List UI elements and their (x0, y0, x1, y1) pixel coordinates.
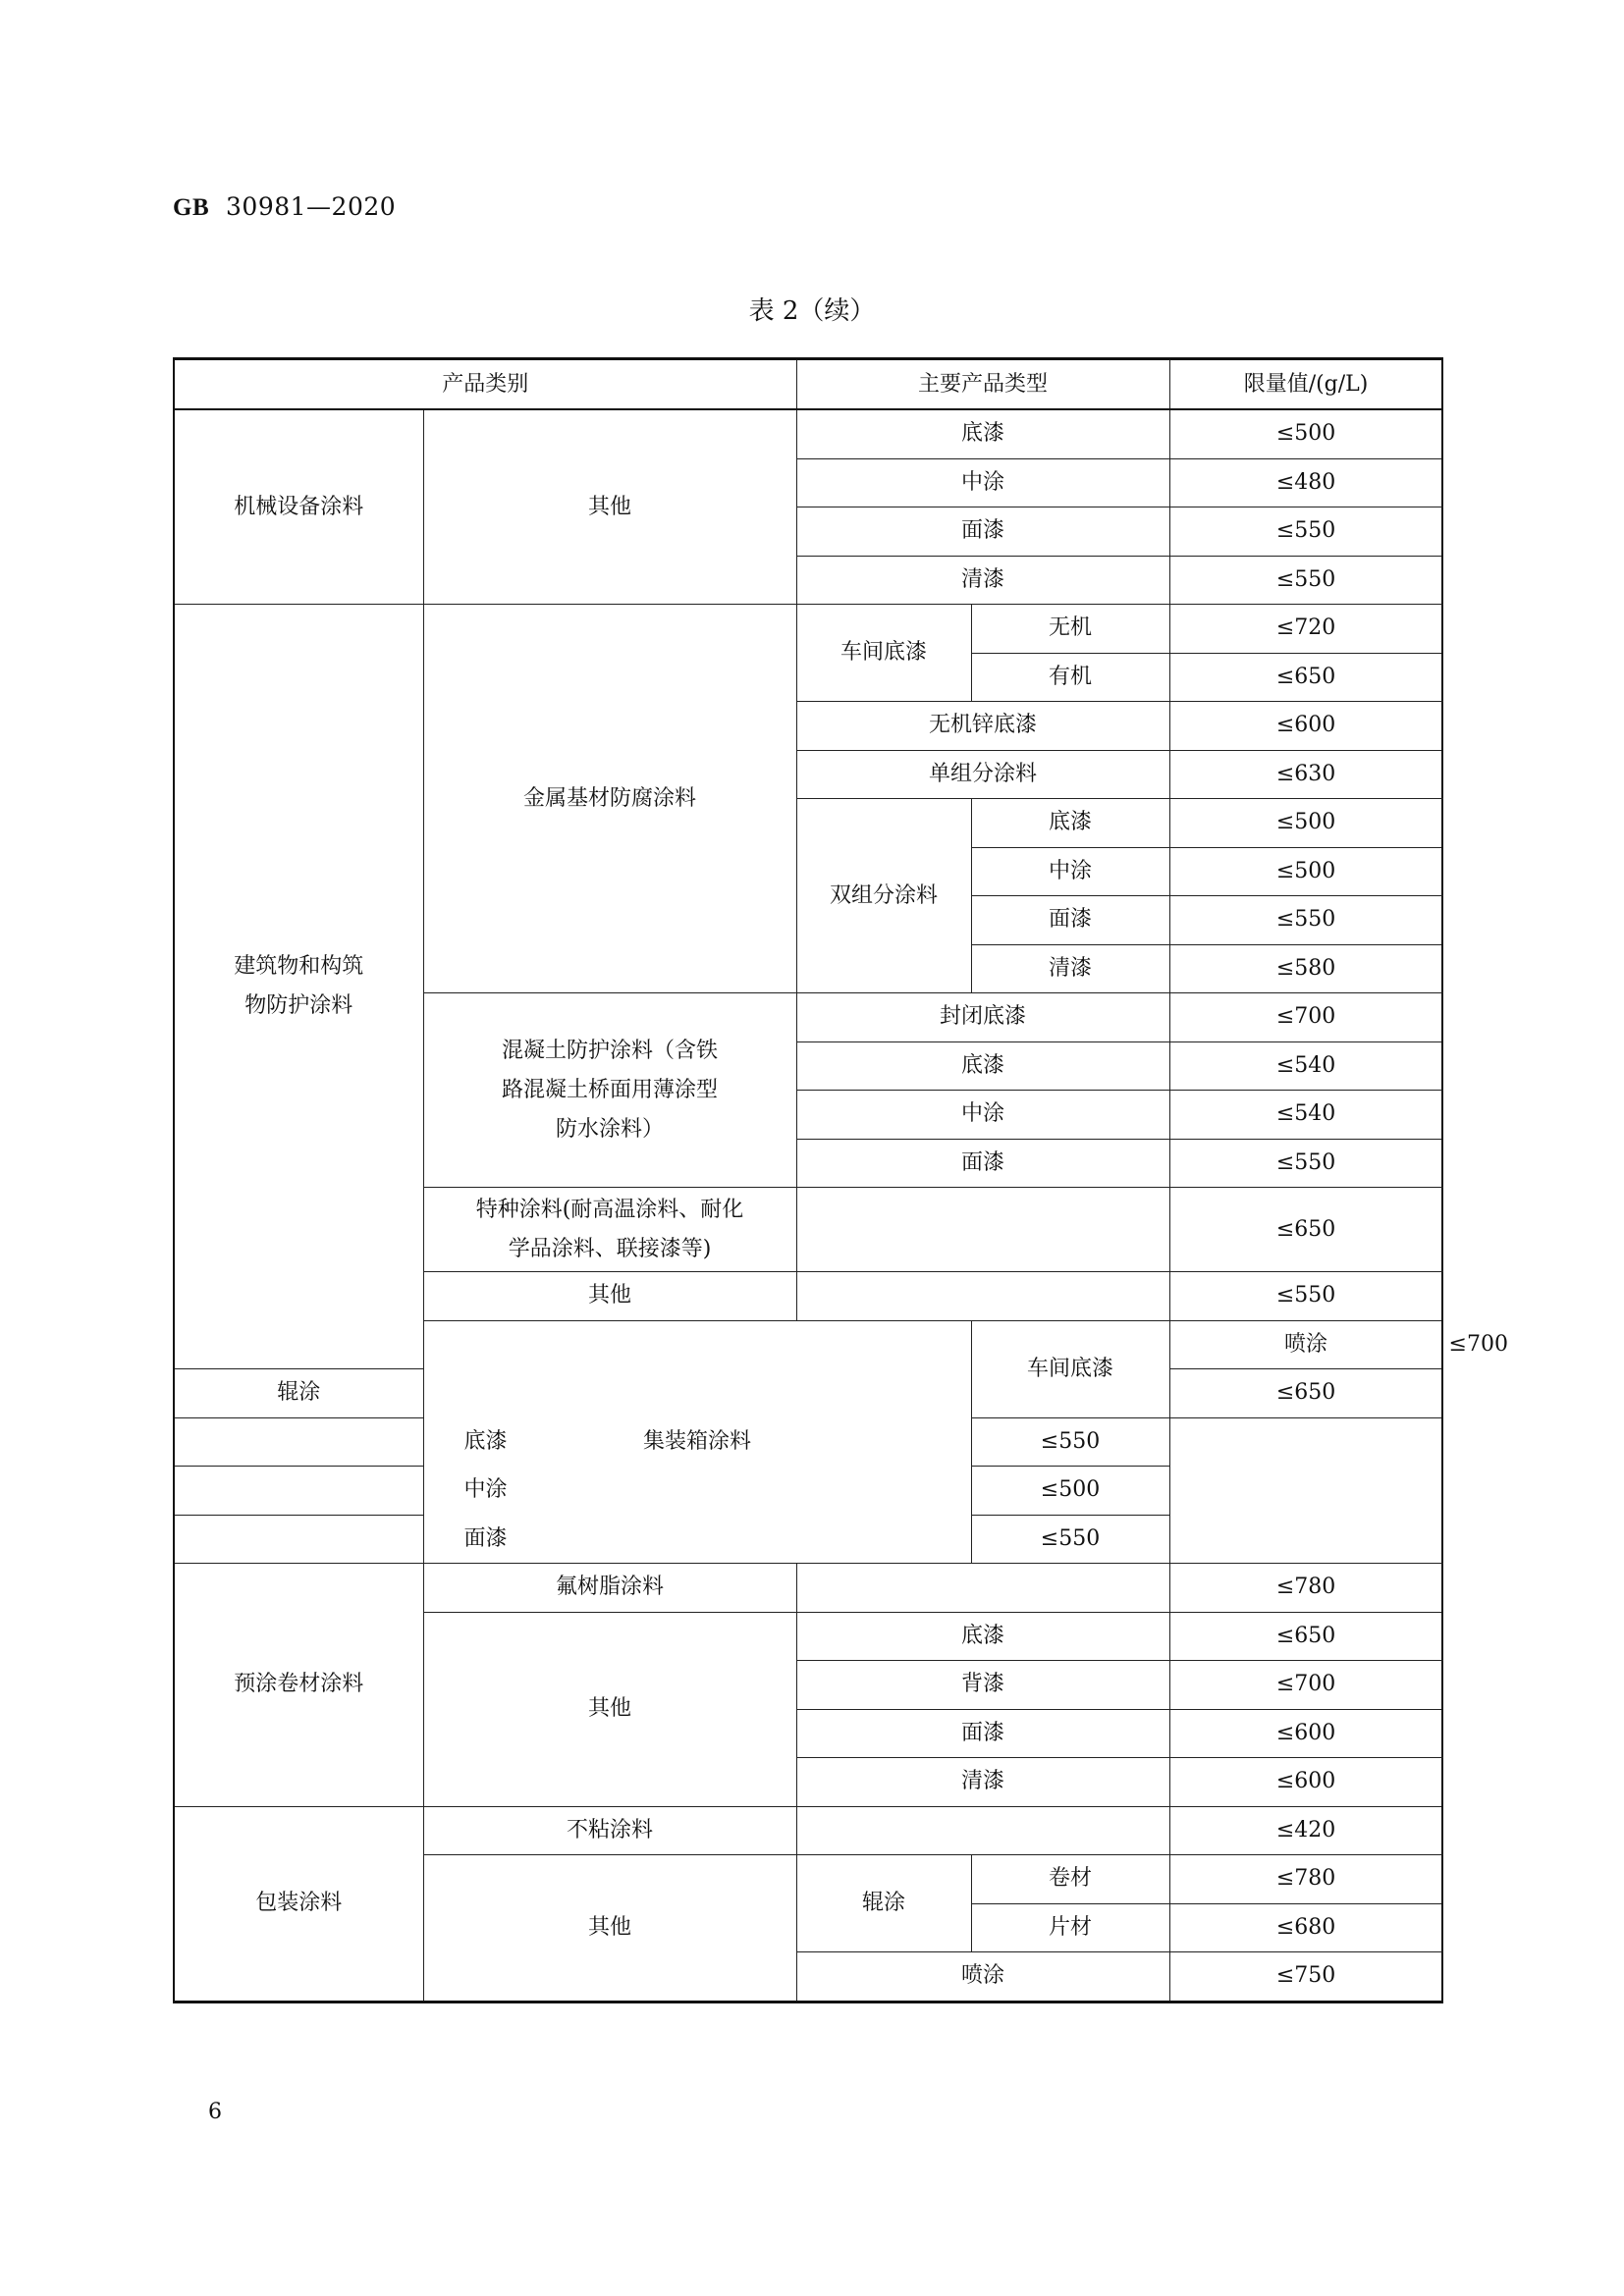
type-group-cell: 双组分涂料 (796, 799, 971, 993)
type-cell: 中涂 (174, 1467, 796, 1516)
subcategory-text: 特种涂料(耐高温涂料、耐化学品涂料、联接漆等) (475, 1197, 744, 1261)
limit-cell: ≤540 (1169, 1041, 1442, 1091)
type-cell: 面漆 (971, 896, 1169, 945)
category-cell: 预涂卷材涂料 (174, 1564, 423, 1807)
limit-cell: ≤500 (1169, 409, 1442, 458)
type-cell: 清漆 (971, 944, 1169, 993)
type-cell: 无机锌底漆 (796, 702, 1169, 751)
limit-cell: ≤780 (1169, 1855, 1442, 1904)
limit-cell: ≤550 (1169, 1139, 1442, 1188)
limit-cell: ≤480 (1169, 458, 1442, 507)
limit-cell: ≤650 (1169, 1188, 1442, 1272)
type-cell: 面漆 (796, 1139, 1169, 1188)
header-main-product-type: 主要产品类型 (796, 359, 1169, 410)
type-cell: 底漆 (796, 409, 1169, 458)
limit-cell: ≤600 (1169, 1709, 1442, 1758)
type-group-cell: 辊涂 (796, 1855, 971, 1952)
table-header-row (174, 359, 1442, 410)
subcategory-cell: 其他 (423, 1855, 796, 2002)
subcategory-cell: 其他 (423, 1272, 796, 1321)
type-cell: 底漆 (796, 1041, 1169, 1091)
type-cell: 清漆 (796, 556, 1169, 605)
limit-cell: ≤680 (1169, 1903, 1442, 1952)
type-cell: 有机 (971, 653, 1169, 702)
limit-cell: ≤500 (1169, 847, 1442, 896)
standard-code-prefix: GB (173, 194, 210, 221)
type-cell: 喷涂 (1169, 1320, 1442, 1369)
type-cell: 喷涂 (796, 1952, 1169, 2002)
type-cell: 单组分涂料 (796, 750, 1169, 799)
type-cell: 底漆 (174, 1417, 796, 1467)
category-cell (174, 605, 423, 1369)
limit-cell: ≤650 (1169, 1369, 1442, 1418)
type-cell: 无机 (971, 605, 1169, 654)
type-cell: 底漆 (971, 799, 1169, 848)
limit-cell: ≤700 (1169, 1661, 1442, 1710)
limit-cell: ≤550 (1169, 556, 1442, 605)
subcategory-cell: 不粘涂料 (423, 1806, 796, 1855)
type-cell-empty (796, 1806, 1169, 1855)
subcategory-cell (423, 993, 796, 1188)
type-cell: 面漆 (796, 507, 1169, 557)
type-cell: 面漆 (796, 1709, 1169, 1758)
limit-cell: ≤580 (1169, 944, 1442, 993)
limit-cell: ≤700 (1169, 993, 1442, 1042)
type-group-cell: 车间底漆 (796, 605, 971, 702)
type-cell-empty (796, 1564, 1169, 1613)
subcategory-cell: 氟树脂涂料 (423, 1564, 796, 1613)
type-cell: 片材 (971, 1903, 1169, 1952)
subcategory-text: 混凝土防护涂料（含铁路混凝土桥面用薄涂型防水涂料） (501, 1038, 718, 1142)
subcategory-cell: 金属基材防腐涂料 (423, 605, 796, 993)
type-cell: 清漆 (796, 1758, 1169, 1807)
type-cell: 辊涂 (174, 1369, 423, 1418)
table-row: 集装箱涂料 车间底漆 喷涂 ≤700 (174, 1320, 1442, 1369)
category-text: 建筑物和构筑物防护涂料 (234, 954, 364, 1018)
category-cell: 机械设备涂料 (174, 409, 423, 605)
limit-cell: ≤750 (1169, 1952, 1442, 2002)
table-row (174, 1806, 1442, 1855)
table-row (174, 605, 1442, 654)
limit-cell: ≤550 (971, 1515, 1169, 1564)
standard-code (173, 192, 396, 222)
type-cell: 卷材 (971, 1855, 1169, 1904)
header-product-category: 产品类别 (174, 359, 796, 410)
subcategory-cell (423, 1188, 796, 1272)
limit-cell: ≤550 (971, 1417, 1169, 1467)
type-group-cell: 车间底漆 (971, 1320, 1169, 1417)
limit-cell: ≤500 (971, 1467, 1169, 1516)
limit-cell: ≤630 (1169, 750, 1442, 799)
header-limit: 限量值/(g/L) (1169, 359, 1442, 410)
standard-code-number: 30981—2020 (226, 192, 397, 221)
limit-cell: ≤650 (1169, 1612, 1442, 1661)
limit-cell: ≤550 (1169, 1272, 1442, 1321)
page-number: 6 (208, 2100, 222, 2124)
type-cell: 中涂 (796, 458, 1169, 507)
limit-cell: ≤540 (1169, 1091, 1442, 1140)
type-cell: 面漆 (174, 1515, 796, 1564)
voc-limits-table (173, 357, 1508, 2003)
table-row (174, 409, 1442, 458)
table-row (174, 1564, 1442, 1613)
type-cell: 封闭底漆 (796, 993, 1169, 1042)
table-title: 表 2（续） (748, 296, 876, 326)
type-cell: 底漆 (796, 1612, 1169, 1661)
type-cell-empty (796, 1272, 1169, 1321)
subcategory-cell: 其他 (423, 1612, 796, 1806)
category-cell: 包装涂料 (174, 1806, 423, 2002)
limit-cell: ≤600 (1169, 702, 1442, 751)
subcategory-cell: 其他 (423, 409, 796, 605)
type-cell: 背漆 (796, 1661, 1169, 1710)
type-cell: 中涂 (971, 847, 1169, 896)
limit-cell: ≤550 (1169, 896, 1442, 945)
limit-cell: ≤550 (1169, 507, 1442, 557)
category-cell: 集装箱涂料 (423, 1320, 971, 1564)
limit-cell: ≤720 (1169, 605, 1442, 654)
limit-cell: ≤500 (1169, 799, 1442, 848)
type-cell-empty (796, 1188, 1169, 1272)
limit-cell: ≤420 (1169, 1806, 1442, 1855)
type-cell: 中涂 (796, 1091, 1169, 1140)
limit-cell: ≤780 (1169, 1564, 1442, 1613)
limit-cell: ≤600 (1169, 1758, 1442, 1807)
limit-cell: ≤650 (1169, 653, 1442, 702)
